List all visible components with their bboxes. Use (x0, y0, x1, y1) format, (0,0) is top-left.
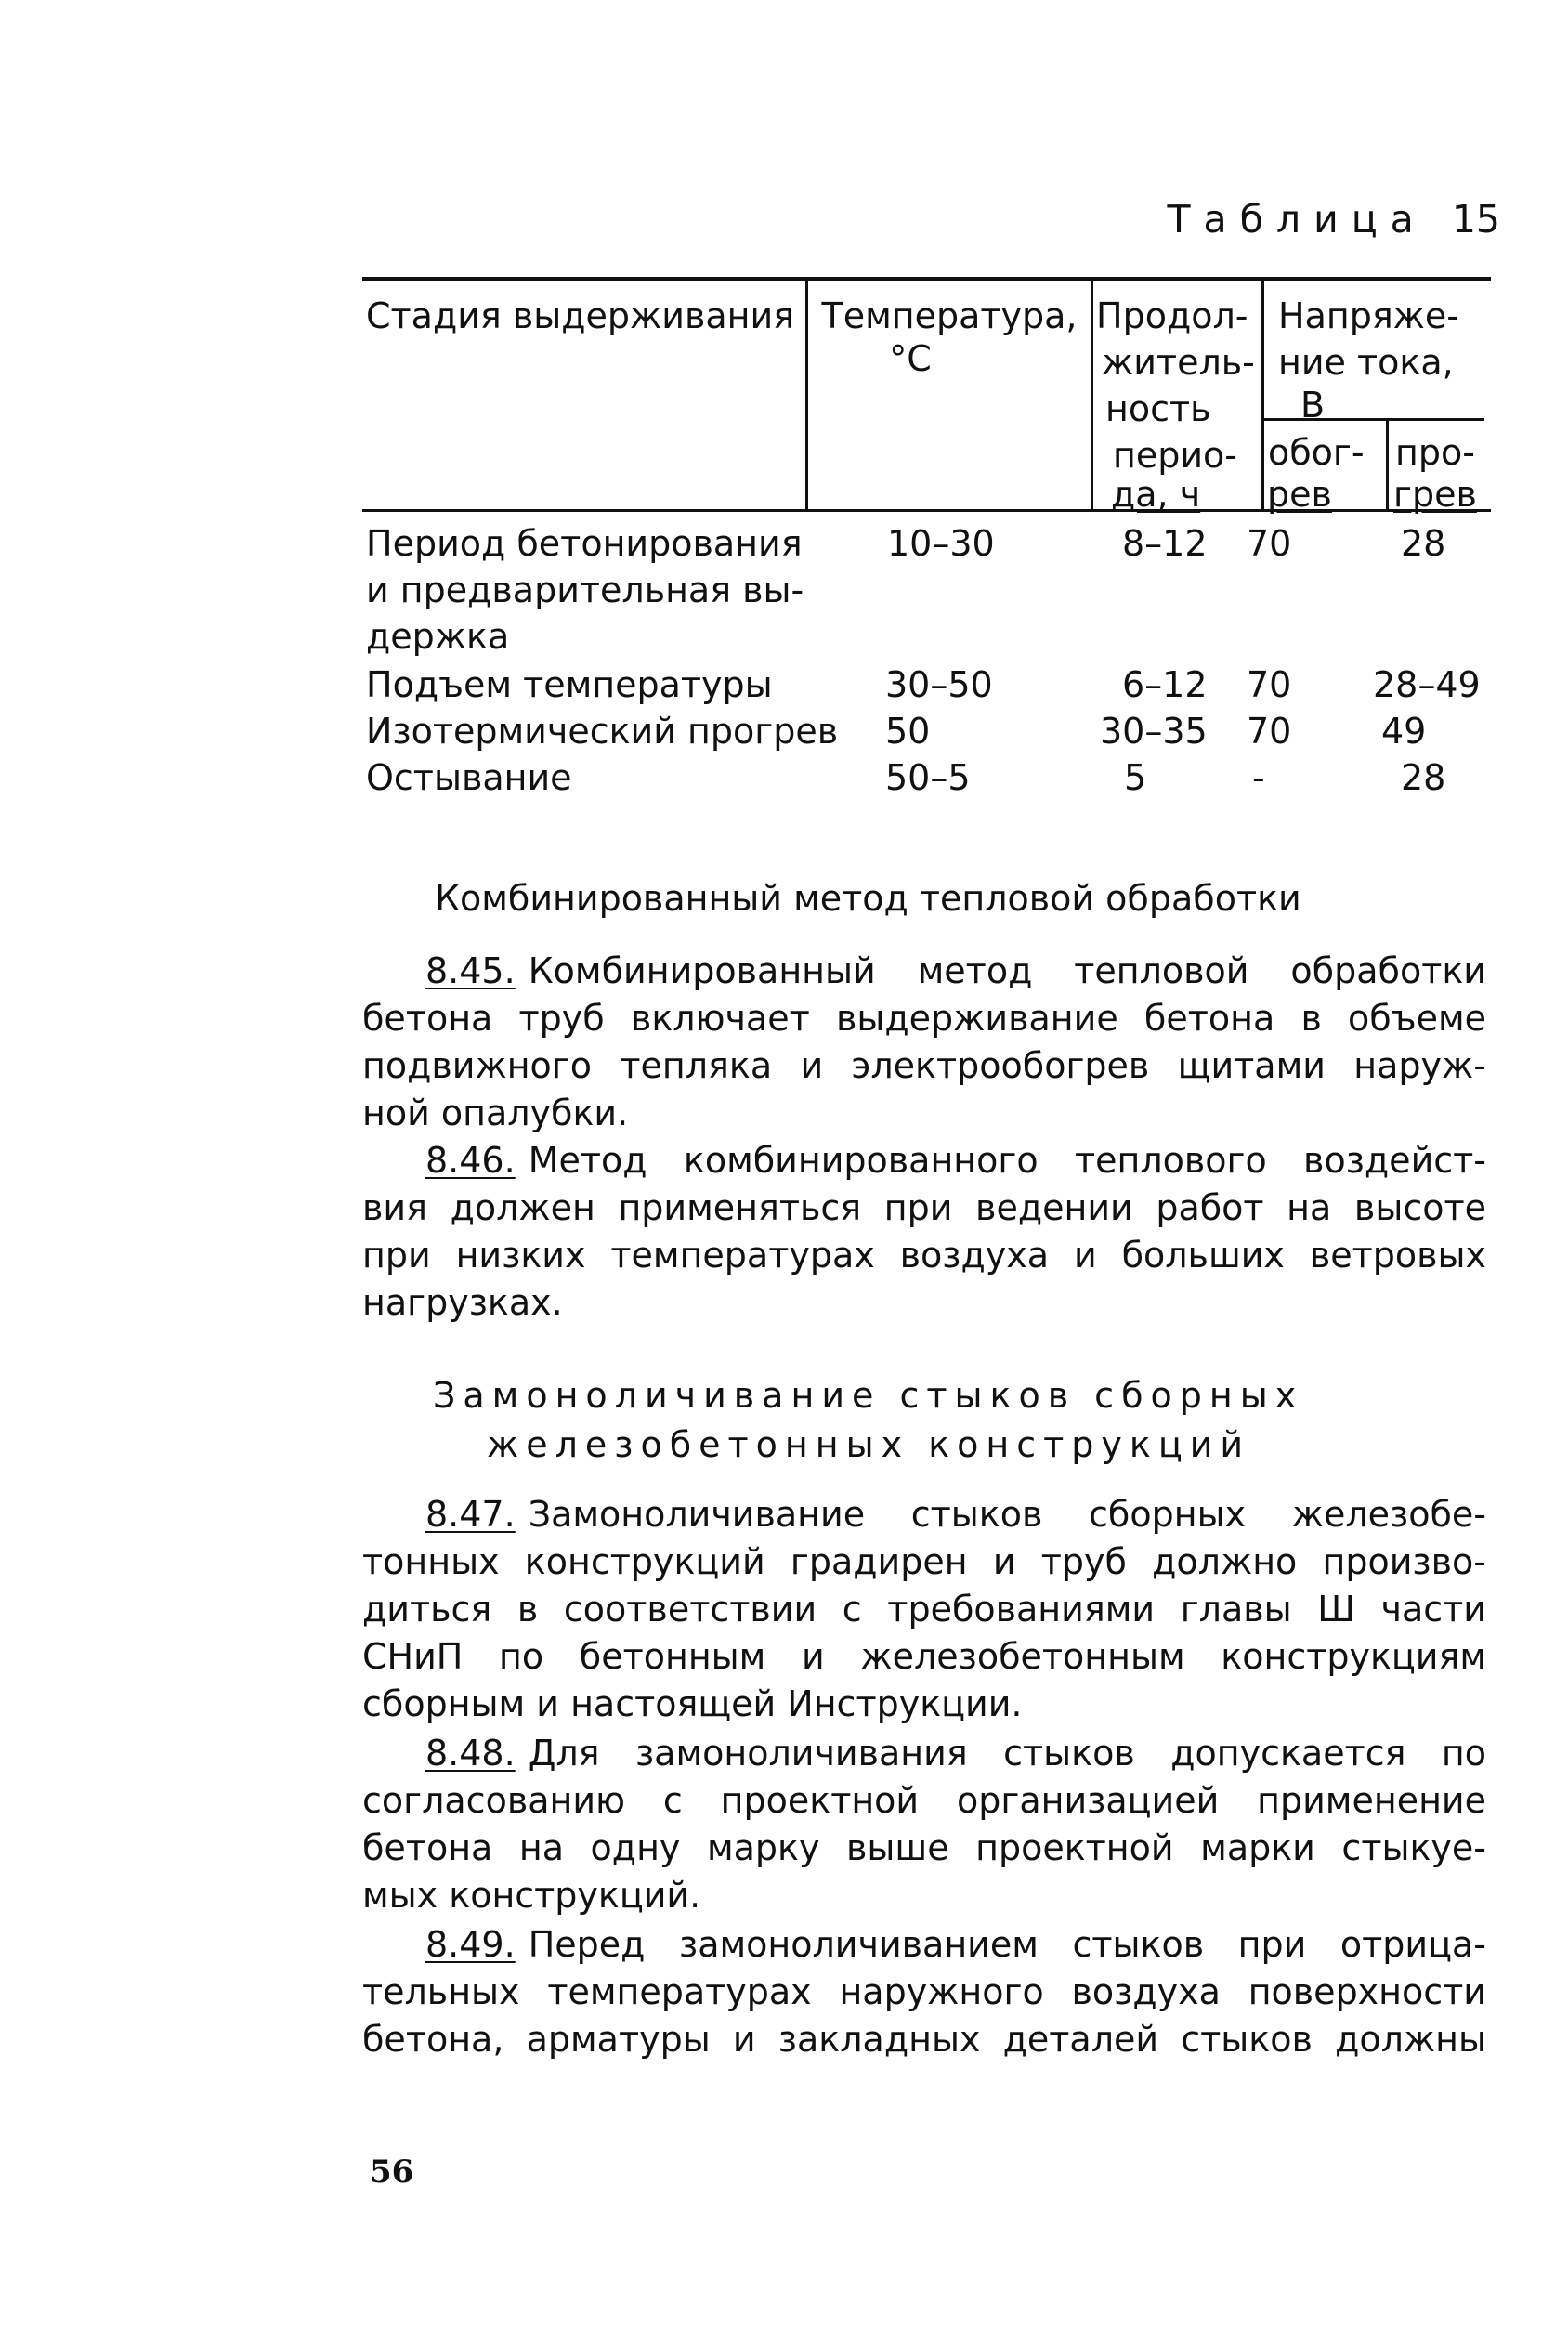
paragraph-number: 8.48. (425, 1733, 516, 1774)
section-heading-joints-line-1: Замоноличивание стыков сборных (433, 1375, 1304, 1416)
table-row-1-stage-1: Период бетонирования (366, 523, 803, 564)
header-temperature: Температура, (821, 295, 1078, 336)
table-row-4-warming: 28 (1401, 757, 1446, 798)
header-duration-3: ность (1105, 388, 1211, 429)
table-title (1129, 197, 1500, 242)
table-row-2-stage: Подъем температуры (366, 664, 773, 705)
table-row-3-warming: 49 (1381, 711, 1427, 752)
paragraph-8-49: 8.49. Перед замоноличиванием стыков при отрица- тельных температурах наружного воздуха поверхности бетона, арматуры и закладных деталей стыков должны (362, 1924, 1486, 2060)
paragraph-8-47: 8.47. Замоноличивание стыков сборных железобе- тонных конструкций градирен и труб должно произво- диться в соответствии с требованиями главы Ш части СНиП по бетонным и железобетонным конструкциям сборным и настоящей Инструкции. (362, 1494, 1486, 1724)
header-warming-2: грев (1393, 474, 1477, 515)
table-top-rule (362, 277, 1491, 281)
table-row-4-heating: - (1252, 757, 1265, 798)
paragraph-8-45: 8.45. Комбинированный метод тепловой обработки бетона труб включает выдерживание бетона в объеме подвижного тепляка и электрообогрев щитами наруж- ной опалубки. (362, 950, 1486, 1133)
table-row-2-temperature: 30–50 (885, 664, 993, 705)
table-title-number: 15 (1451, 197, 1500, 242)
table-row-2-duration: 6–12 (1122, 664, 1208, 705)
paragraph-8-46: 8.46. Метод комбинированного теплового воздейст- вия должен применяться при ведении работ на высоте при низких температурах воздуха и больших ветровых нагрузках. (362, 1140, 1486, 1323)
table-row-1-temperature: 10–30 (887, 523, 995, 564)
header-heating-2: рев (1267, 474, 1332, 515)
table-row-4-stage: Остывание (366, 757, 572, 798)
paragraph-8-48: 8.48. Для замоноличивания стыков допускается по согласованию с проектной организацией применение бетона на одну марку выше проектной марки стыкуе- мых конструкций. (362, 1733, 1486, 1916)
header-stage: Стадия выдерживания (366, 295, 795, 336)
header-voltage-2: ние тока, (1278, 342, 1454, 383)
header-voltage-unit: В (1300, 385, 1326, 425)
section-heading-joints-line-2: железобетонных конструкций (487, 1424, 1251, 1465)
table-row-1-stage-2: и предварительная вы- (366, 569, 804, 610)
paragraph-number: 8.49. (425, 1924, 516, 1965)
table-row-3-heating: 70 (1247, 711, 1292, 752)
col-divider-2 (1091, 277, 1093, 512)
paragraph-number: 8.45. (425, 950, 516, 991)
header-duration-2: житель- (1102, 342, 1255, 383)
table-row-3-temperature: 50 (885, 711, 931, 752)
header-duration-4: перио- (1113, 435, 1238, 476)
header-temperature-unit: °С (889, 338, 932, 379)
table-title-label: Таблица (1167, 197, 1427, 242)
col-divider-3 (1261, 277, 1264, 512)
table-row-3-stage: Изотермический прогрев (366, 711, 839, 752)
table-row-1-warming: 28 (1401, 523, 1446, 564)
header-duration-1: Продол- (1096, 295, 1248, 336)
header-heating-1: обог- (1268, 432, 1365, 473)
table-row-2-heating: 70 (1247, 664, 1292, 705)
table-row-1-stage-3: держка (366, 616, 510, 657)
header-voltage-1: Напряже- (1278, 295, 1460, 336)
col-divider-4 (1386, 418, 1389, 512)
table-row-1-heating: 70 (1247, 523, 1292, 564)
header-duration-5: да, ч (1111, 474, 1201, 515)
page-number: 56 (370, 2153, 414, 2191)
table-row-3-duration: 30–35 (1100, 711, 1208, 752)
table-row-4-duration: 5 (1124, 757, 1147, 798)
table-row-1-duration: 8–12 (1122, 523, 1208, 564)
voltage-subheader-rule (1261, 418, 1484, 421)
paragraph-number: 8.47. (425, 1494, 516, 1535)
table-row-4-temperature: 50–5 (885, 757, 971, 798)
section-heading-combined-method: Комбинированный метод тепловой обработки (435, 878, 1301, 919)
header-warming-1: про- (1395, 432, 1475, 473)
paragraph-number: 8.46. (425, 1140, 516, 1181)
table-row-2-warming: 28–49 (1373, 664, 1481, 705)
